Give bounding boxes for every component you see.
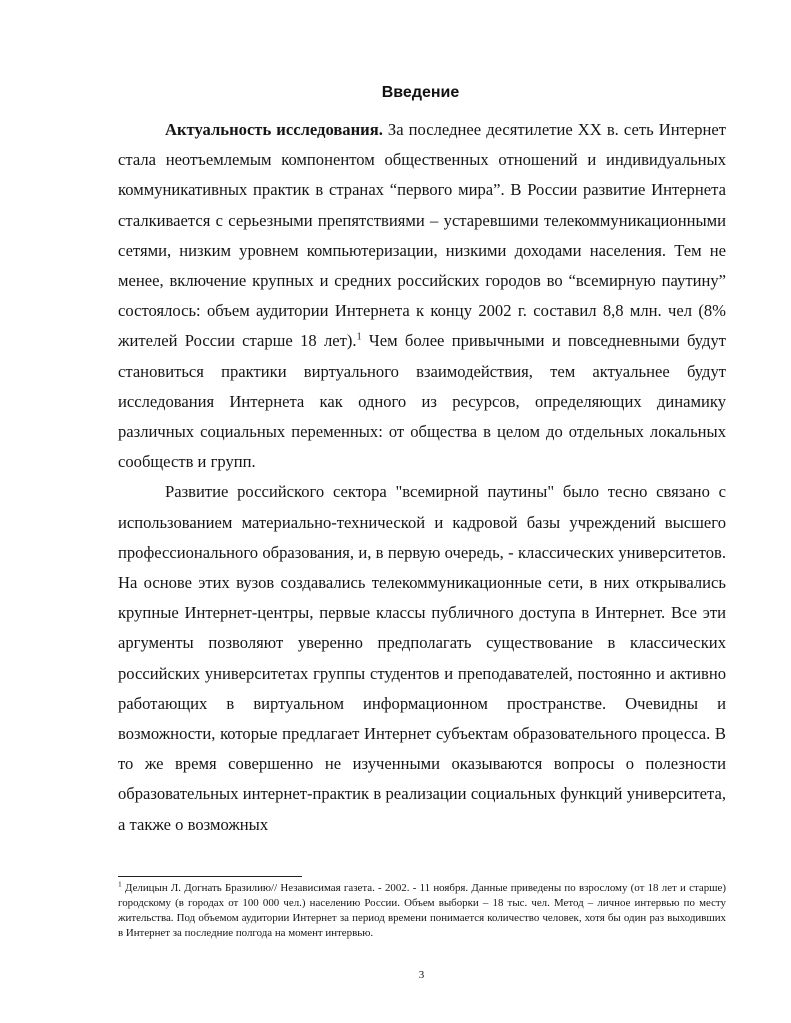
footnote-marker: 1 [118,879,122,889]
footnote-text: Делицын Л. Догнать Бразилию// Независимая газета. - 2002. - 11 ноября. Данные приведены по взрослому (от 18 лет и старше) городскому (в городах от 100 000 чел.) населению России. Объем выборки – 18 тыс. чел. Метод – личное интервью по месту жительства. Под объемом аудитории Интернет за период времени понимается количество человек, хотя бы один раз выходивших в Интернет за последние полгода на момент интервью. [118,882,726,939]
footnote [118,881,726,941]
footnote-separator [118,876,302,877]
section-title: Введение [381,84,460,101]
paragraph-relevance [118,115,726,477]
footnote-reference: 1 [356,331,362,343]
page-number: 3 [418,969,425,981]
paragraph-lead: Актуальность исследования. [165,120,383,139]
paragraph-text-continued: Чем более привычными и повседневными будут становиться практики виртуального взаимодействия, тем актуальнее будут исследования Интернета как одного из ресурсов, определяющих динамику различных социальных переменных: от общества в целом до отдельных локальных сообществ и групп. [118,331,726,472]
paragraph-development: Развитие российского сектора "всемирной паутины" было тесно связано с использованием материально-технической и кадровой базы учреждений высшего профессионального образования, и, в первую очередь, - классических университетов. На основе этих вузов создавались телекоммуникационные сети, в них открывались крупные Интернет-центры, первые классы публичного доступа в Интернет. Все эти аргументы позволяют уверенно предполагать существование в классических российских университетах группы студентов и преподавателей, постоянно и активно работающих в виртуальном информационном пространстве. Очевидны и возможности, которые предлагает Интернет субъектам образовательного процесса. В то же время совершенно не изученными оказываются вопросы о полезности образовательных интернет-практик в реализации социальных функций университета, а также о возможных [118,482,726,834]
paragraph-text: За последнее десятилетие XX в. сеть Интернет стала неотъемлемым компонентом общественных отношений и индивидуальных коммуникативных практик в странах “первого мира”. В России развитие Интернета сталкивается с серьезными препятствиями – устаревшими телекоммуникационными сетями, низким уровнем компьютеризации, низкими доходами населения. Тем не менее, включение крупных и средних российских городов во “всемирную паутину” состоялось: объем аудитории Интернета к концу 2002 г. составил 8,8 млн. чел (8% жителей России старше 18 лет). [118,120,726,351]
body-text [118,115,726,840]
